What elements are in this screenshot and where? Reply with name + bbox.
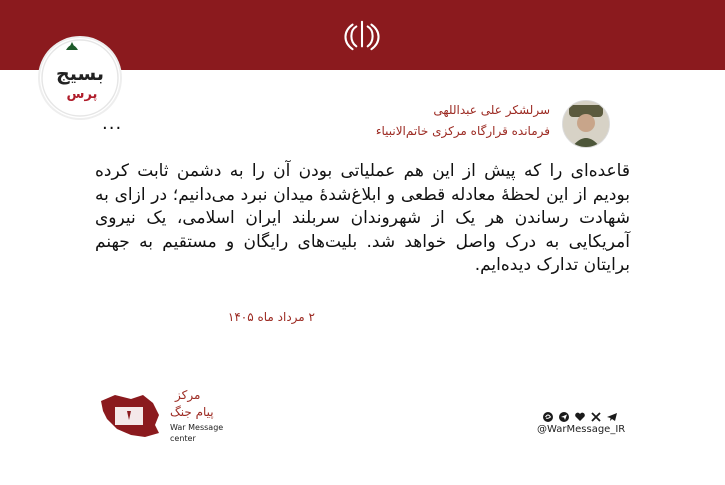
social-handle[interactable]: @WarMessage_IR	[537, 424, 626, 435]
iran-emblem-icon	[343, 18, 381, 52]
send-icon[interactable]	[557, 410, 570, 423]
heart-icon[interactable]	[573, 410, 586, 423]
more-options-button[interactable]: ...	[102, 113, 123, 134]
eitaa-icon[interactable]	[541, 410, 554, 423]
author-title: فرمانده قرارگاه مرکزی خاتم‌الانبیاء	[375, 124, 550, 138]
map-logo	[97, 389, 167, 441]
brand-en-line1: War Message	[170, 423, 224, 432]
post-date: ۲ مرداد ماه ۱۴۰۵	[227, 310, 315, 324]
brand-fa-line2: پیام جنگ	[170, 405, 214, 419]
telegram-icon[interactable]	[605, 410, 618, 423]
badge-line1: بسیج	[56, 63, 104, 85]
post-text: قاعده‌ای را که پیش از این هم عملیاتی بودن آن را به دشمن ثابت کرده بودیم از این لحظهٔ معادله قطعی و ابلاغ‌شدهٔ میدان نبرد می‌دانیم؛ در ازای به شهادت رساندن هر یک از شهروندان سربلند ایران اسلامی، یک نیروی آمریکایی به درک واصل خواهد شد. بلیت‌های رایگان و مستقیم به جهنم برایتان تدارک دیده‌ایم.	[95, 161, 630, 275]
x-icon[interactable]	[589, 410, 602, 423]
badge-line2: پرس	[66, 87, 98, 102]
author-name[interactable]: سرلشکر علی عبداللهی	[433, 103, 550, 117]
portrait-icon	[563, 101, 609, 147]
brand-en-line2: center	[170, 434, 196, 443]
avatar	[562, 100, 610, 148]
social-icons	[541, 410, 618, 424]
brand-fa-line1: مرکز	[175, 388, 201, 402]
